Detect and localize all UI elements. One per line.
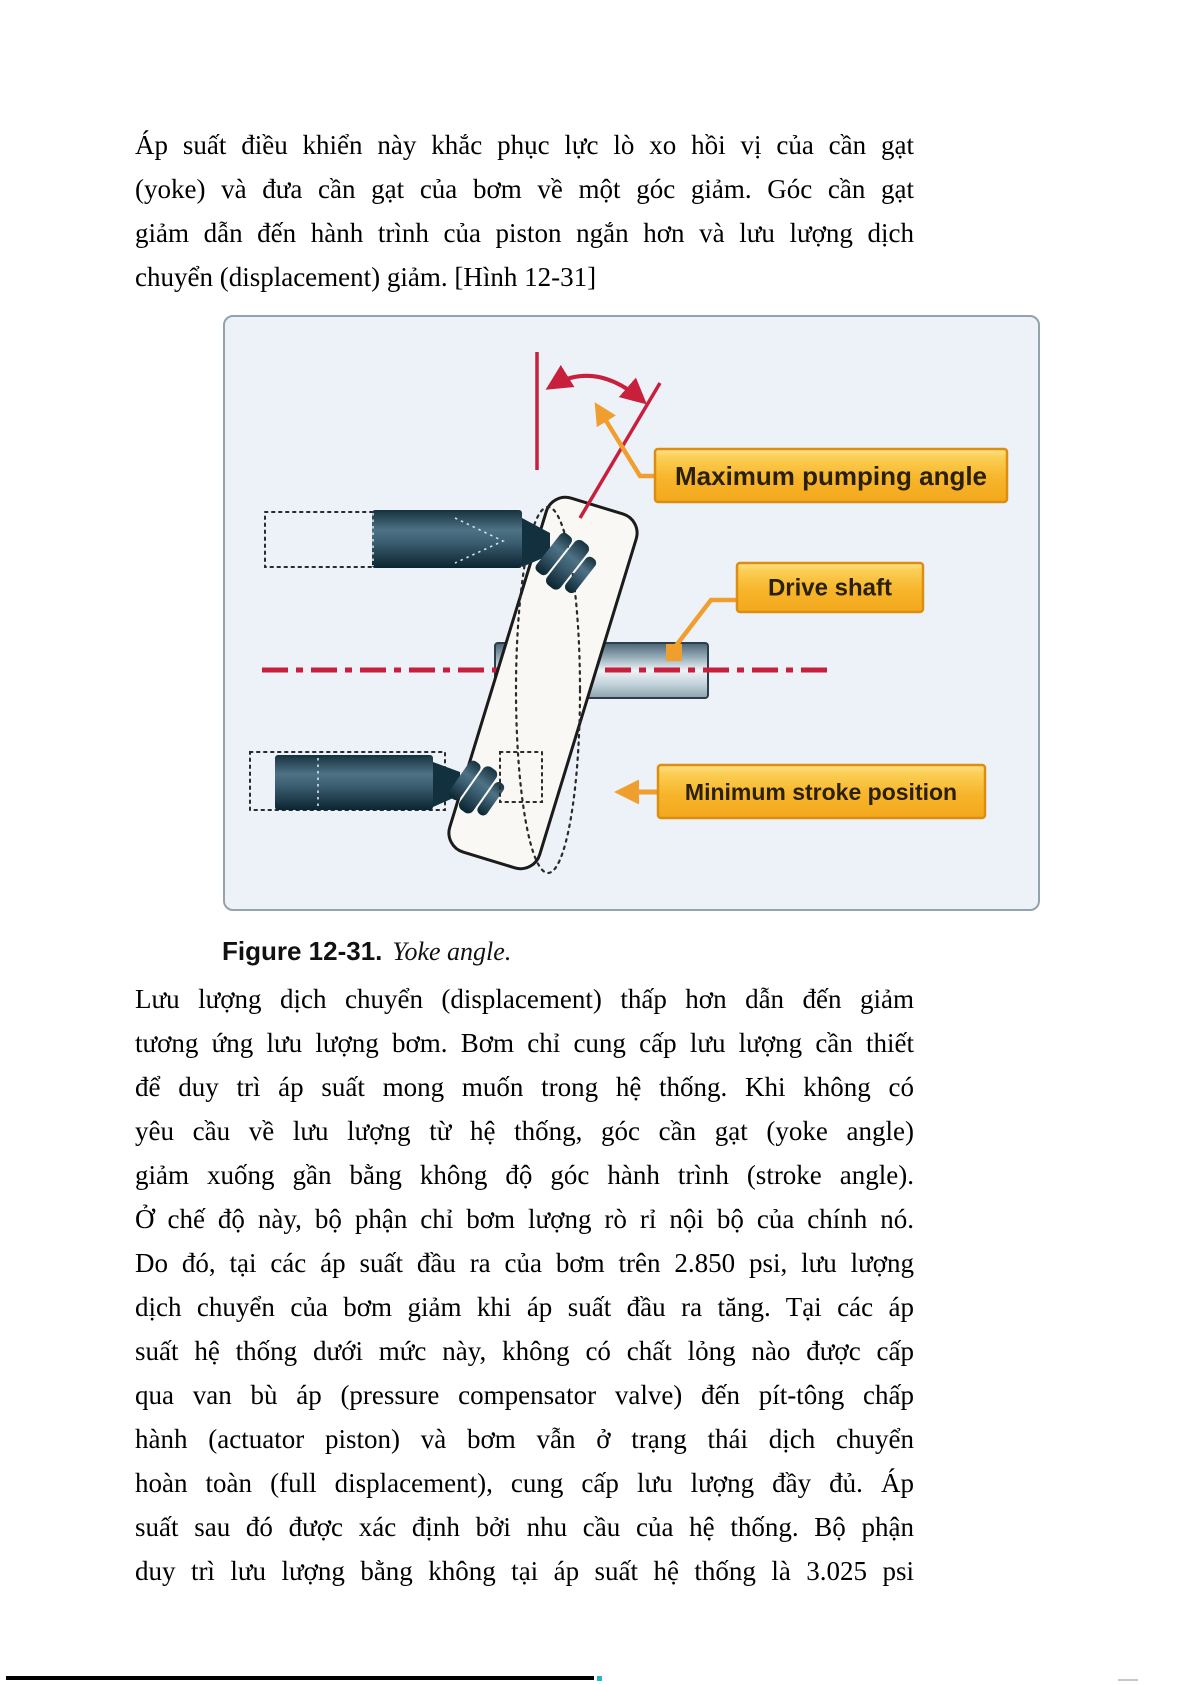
bottom-cursor-tick	[597, 1676, 602, 1681]
svg-text:Drive shaft: Drive shaft	[767, 574, 893, 602]
text-line: suất sau đó được xác định bởi nhu cầu của hệ thống. Bộ phận	[135, 1512, 914, 1542]
text-line: tương ứng lưu lượng bơm. Bơm chỉ cung cấp lưu lượng cần thiết	[135, 1028, 914, 1058]
svg-text:Minimum stroke position: Minimum stroke position	[684, 779, 958, 805]
text-line: hành (actuator piston) và bơm vẫn ở trạng thái dịch chuyển	[135, 1424, 914, 1454]
body-paragraph	[135, 977, 914, 1593]
label-max-pumping-angle	[655, 449, 1007, 502]
bottom-right-mark	[1118, 1679, 1138, 1681]
label-min-stroke-position	[658, 765, 985, 818]
text-line: Áp suất điều khiển này khắc phục lực lò xo hồi vị của cần gạt	[135, 130, 914, 160]
yoke-angle-diagram	[223, 315, 1040, 911]
figure-caption	[222, 936, 511, 967]
text-line: Lưu lượng dịch chuyển (displacement) thấp hơn dẫn đến giảm	[135, 984, 914, 1014]
text-line: để duy trì áp suất mong muốn trong hệ thống. Khi không có	[135, 1072, 914, 1102]
label-drive-shaft	[737, 563, 923, 612]
intro-paragraph	[135, 123, 914, 299]
text-line: Ở chế độ này, bộ phận chỉ bơm lượng rò rỉ nội bộ của chính nó.	[135, 1204, 914, 1234]
text-line: (yoke) và đưa cần gạt của bơm về một góc giảm. Góc cần gạt	[135, 174, 914, 204]
svg-text:Maximum pumping angle: Maximum pumping angle	[674, 461, 988, 491]
text-line: suất hệ thống dưới mức này, không có chất lỏng nào được cấp	[135, 1336, 914, 1366]
text-line: giảm xuống gần bằng không độ góc hành trình (stroke angle).	[135, 1160, 914, 1190]
figure-caption-number: Figure 12-31.	[222, 936, 383, 966]
figure-panel	[223, 315, 1040, 911]
text-line: chuyển (displacement) giảm. [Hình 12-31]	[135, 262, 597, 292]
text-line: Do đó, tại các áp suất đầu ra của bơm trên 2.850 psi, lưu lượng	[135, 1248, 914, 1278]
drive-shaft-pointer-marker	[666, 644, 682, 661]
text-line: dịch chuyển của bơm giảm khi áp suất đầu ra tăng. Tại các áp	[135, 1292, 914, 1322]
text-line: qua van bù áp (pressure compensator valve) đến pít-tông chấp	[135, 1380, 914, 1410]
text-line: duy trì lưu lượng bằng không tại áp suất hệ thống là 3.025 psi	[135, 1556, 914, 1586]
angle-arc-double-arrow	[550, 376, 643, 401]
text-line: giảm dẫn đến hành trình của piston ngắn hơn và lưu lượng dịch	[135, 218, 914, 248]
tilted-axis-line	[580, 383, 660, 518]
figure-caption-title: Yoke angle.	[392, 937, 512, 966]
text-line: yêu cầu về lưu lượng từ hệ thống, góc cần gạt (yoke angle)	[135, 1116, 914, 1146]
bottom-rule	[6, 1676, 594, 1680]
drive-shaft-pointer	[675, 600, 737, 647]
text-line: hoàn toàn (full displacement), cung cấp lưu lượng đầy đủ. Áp	[135, 1468, 914, 1498]
